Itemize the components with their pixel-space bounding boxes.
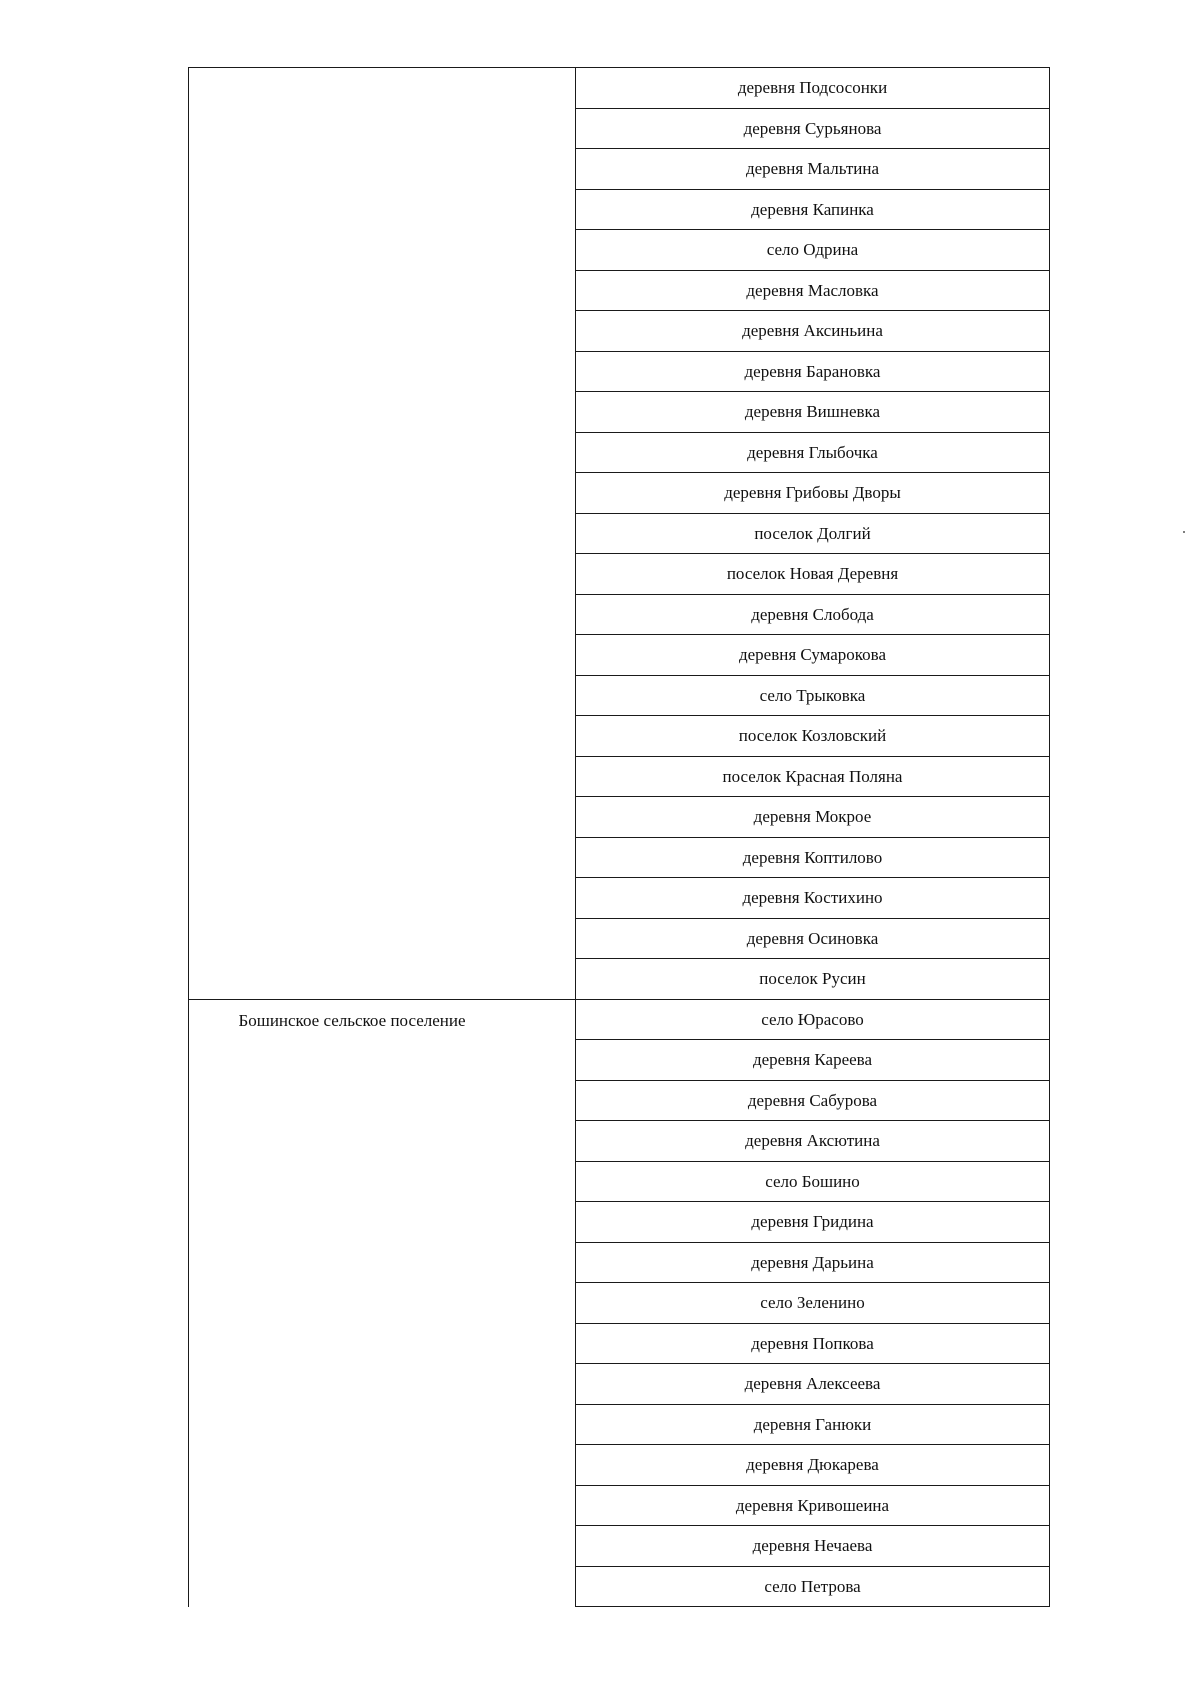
locality-cell: село Зеленино [576,1283,1050,1324]
locality-cell: деревня Дюкарева [576,1445,1050,1486]
locality-cell: деревня Масловка [576,270,1050,311]
locality-cell: деревня Коптилово [576,837,1050,878]
locality-cell: деревня Попкова [576,1323,1050,1364]
locality-cell: деревня Сабурова [576,1080,1050,1121]
locality-cell: деревня Осиновка [576,918,1050,959]
locality-cell: поселок Красная Поляна [576,756,1050,797]
locality-cell: деревня Грибовы Дворы [576,473,1050,514]
table-row [189,999,1050,1040]
locality-cell: деревня Нечаева [576,1526,1050,1567]
locality-cell: деревня Костихино [576,878,1050,919]
settlements-table-body [189,68,1050,1607]
locality-cell: деревня Мальтина [576,149,1050,190]
locality-cell: село Бошино [576,1161,1050,1202]
locality-cell: поселок Новая Деревня [576,554,1050,595]
locality-cell: деревня Кареева [576,1040,1050,1081]
locality-cell: деревня Сурьянова [576,108,1050,149]
locality-cell: село Одрина [576,230,1050,271]
settlement-name-cell: Бошинское сельское поселение [189,999,576,1607]
locality-cell: деревня Капинка [576,189,1050,230]
locality-cell: село Юрасово [576,999,1050,1040]
locality-cell: поселок Русин [576,959,1050,1000]
table-row [189,68,1050,109]
locality-cell: деревня Кривошеина [576,1485,1050,1526]
locality-cell: деревня Сумарокова [576,635,1050,676]
locality-cell: деревня Мокрое [576,797,1050,838]
locality-cell: деревня Дарьина [576,1242,1050,1283]
locality-cell: деревня Аксютина [576,1121,1050,1162]
locality-cell: деревня Ганюки [576,1404,1050,1445]
locality-cell: деревня Алексеева [576,1364,1050,1405]
locality-cell: деревня Барановка [576,351,1050,392]
scan-speck [1183,531,1185,533]
locality-cell: деревня Слобода [576,594,1050,635]
locality-cell: поселок Долгий [576,513,1050,554]
settlement-name-cell [189,68,576,1000]
locality-cell: село Трыковка [576,675,1050,716]
locality-cell: поселок Козловский [576,716,1050,757]
locality-cell: деревня Аксиньина [576,311,1050,352]
locality-cell: деревня Глыбочка [576,432,1050,473]
locality-cell: деревня Гридина [576,1202,1050,1243]
locality-cell: деревня Подсосонки [576,68,1050,109]
settlements-table [188,67,1050,1607]
locality-cell: деревня Вишневка [576,392,1050,433]
locality-cell: село Петрова [576,1566,1050,1607]
